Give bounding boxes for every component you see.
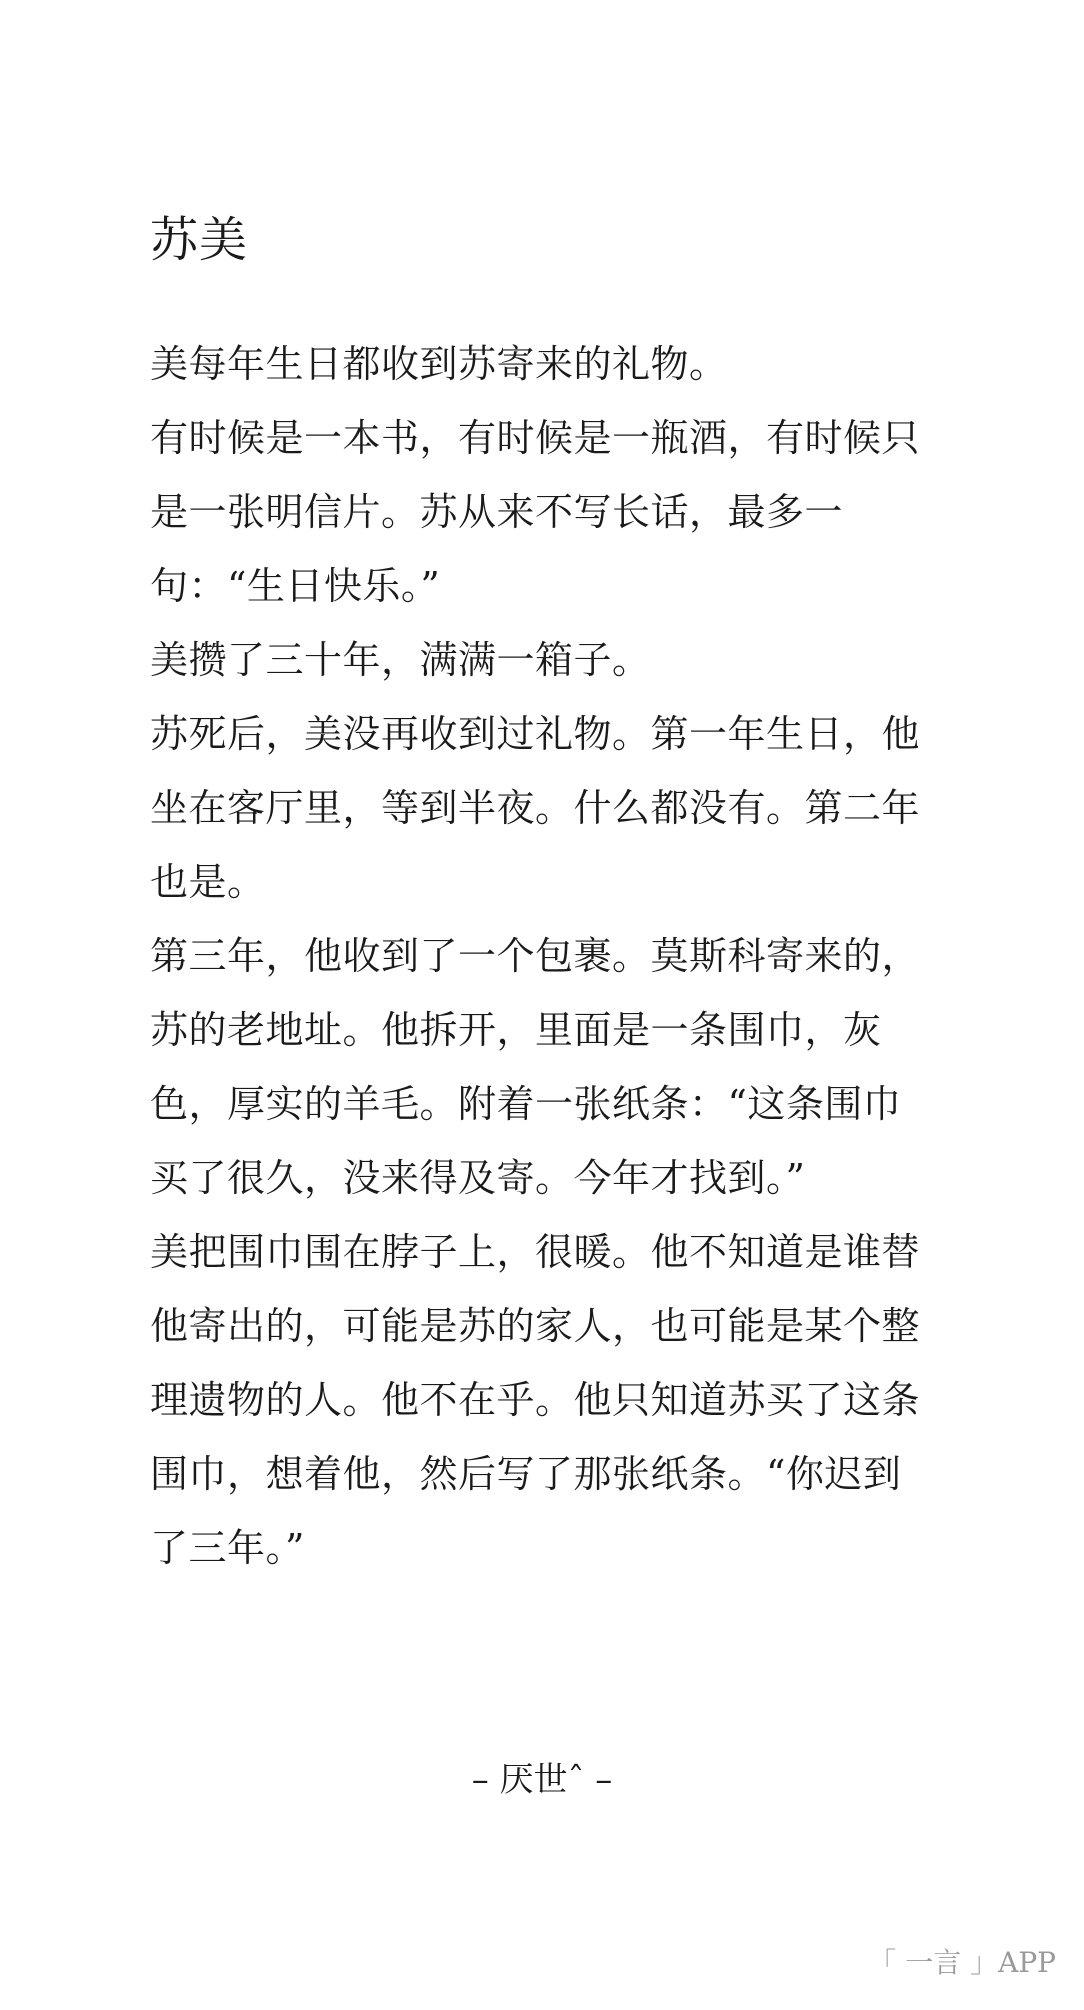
article [150, 205, 930, 1585]
paragraph: 苏死后，美没再收到过礼物。第一年生日，他坐在客厅里，等到半夜。什么都没有。第二年也是。 [150, 712, 921, 904]
paragraph: 第三年，他收到了一个包裹。莫斯科寄来的，苏的老地址。他拆开，里面是一条围巾，灰色，厚实的羊毛。附着一张纸条：“这条围巾买了很久，没来得及寄。今年才找到。” [150, 934, 921, 1200]
paragraph: 美攒了三十年，满满一箱子。 [150, 638, 651, 682]
paragraph: 有时候是一本书，有时候是一瓶酒，有时候只是一张明信片。苏从来不写长话，最多一句：“生日快乐。” [150, 416, 921, 608]
paragraph: 美每年生日都收到苏寄来的礼物。 [150, 342, 728, 386]
paragraph: 美把围巾围在脖子上，很暖。他不知道是谁替他寄出的，可能是苏的家人，也可能是某个整理遗物的人。他不在乎。他只知道苏买了这条围巾，想着他，然后写了那张纸条。“你迟到了三年。” [150, 1230, 921, 1570]
article-body [150, 327, 930, 1585]
article-title: 苏美 [150, 212, 249, 268]
app-watermark: 「 一言 」APP [868, 1946, 1056, 1979]
author-signature: – 厌世ˆ – [471, 1760, 613, 1800]
